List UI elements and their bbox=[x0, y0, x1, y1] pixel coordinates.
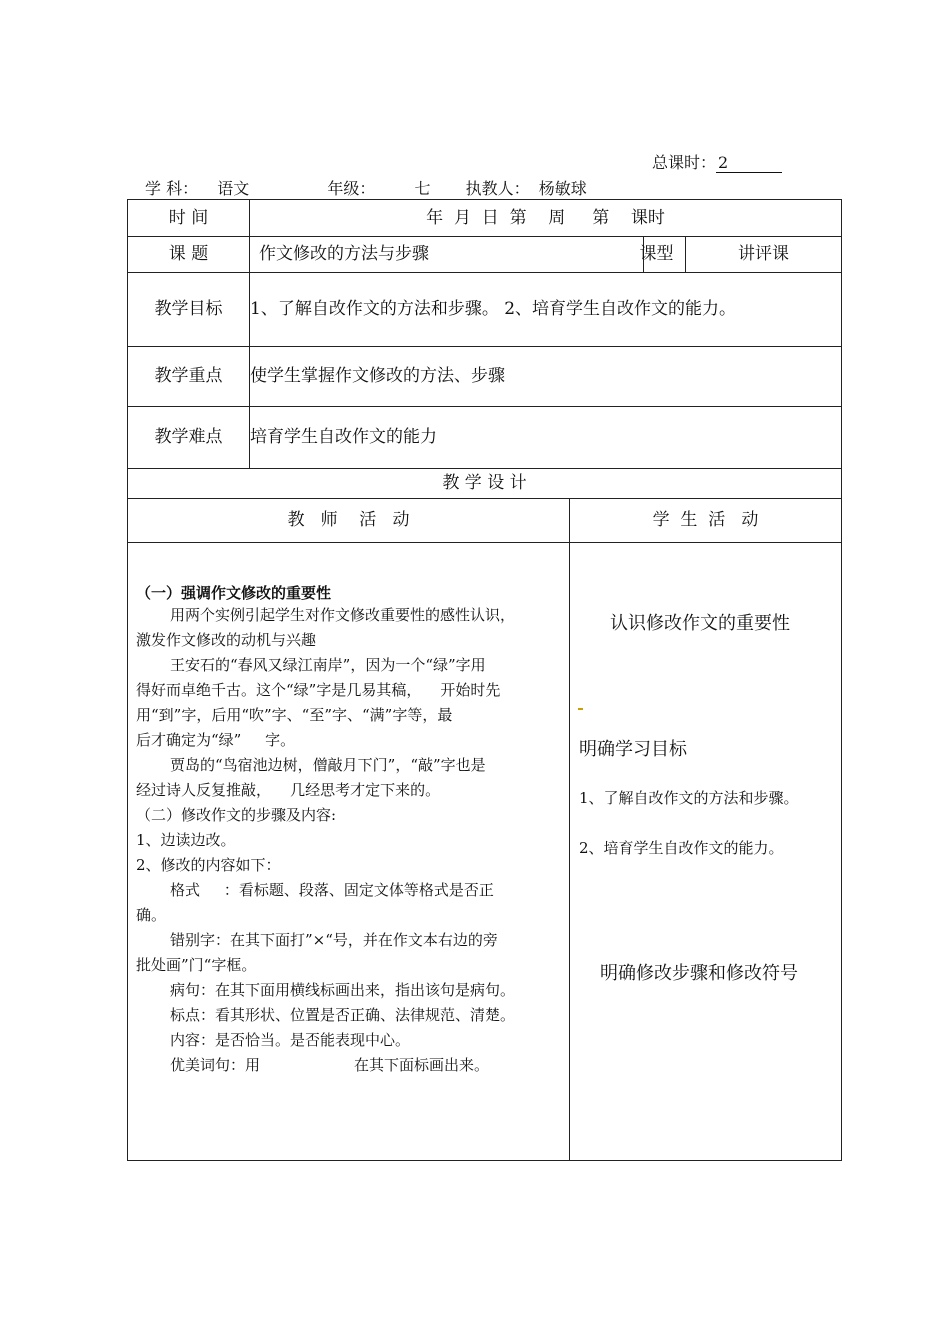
grade-value: 七 bbox=[380, 176, 460, 200]
difficulty-label: 教学难点 bbox=[128, 407, 250, 469]
header-info bbox=[145, 176, 633, 200]
student-item4: 2、培育学生自改作文的能力。 bbox=[579, 839, 784, 857]
total-hours-value: 2 bbox=[716, 153, 782, 173]
subject-label: 学 科： bbox=[145, 179, 199, 198]
p3-line2: 经过诗人反复推敲， 几经思考才定下来的。 bbox=[136, 781, 441, 799]
student-item1: 认识修改作文的重要性 bbox=[610, 613, 790, 634]
type-value: 讲评课 bbox=[686, 237, 842, 273]
student-item3: 1、了解自改作文的方法和步骤。 bbox=[579, 789, 799, 807]
p1-line1: 用两个实例引起学生对作文修改重要性的感性认识， bbox=[170, 606, 516, 624]
focus-value: 使学生掌握作文修改的方法、步骤 bbox=[250, 347, 842, 407]
difficulty-value: 培育学生自改作文的能力 bbox=[250, 407, 842, 469]
typo-line1: 错别字：在其下面打”×“号，并在作文本右边的旁 bbox=[170, 931, 498, 949]
section2-title: （二）修改作文的步骤及内容: bbox=[136, 806, 337, 824]
design-label: 教 学 设 计 bbox=[128, 469, 842, 499]
student-activity-content bbox=[570, 543, 842, 1161]
time-value: 年 月 日 第 周 第 课时 bbox=[250, 200, 842, 237]
teacher-activity-content bbox=[128, 543, 570, 1161]
p2-line3: 用“到”字，后用“吹”字、“至”字、“满”字等，最 bbox=[136, 706, 453, 724]
total-hours-label: 总课时： bbox=[652, 153, 717, 172]
punctuation: 标点：看其形状、位置是否正确、法律规范、清楚。 bbox=[170, 1006, 516, 1024]
student-item2: 明确学习目标 bbox=[579, 739, 687, 760]
time-label: 时 间 bbox=[128, 200, 250, 237]
section1-title: （一）强调作文修改的重要性 bbox=[136, 584, 332, 602]
focus-label: 教学重点 bbox=[128, 347, 250, 407]
total-hours bbox=[652, 150, 782, 173]
goal-value: 1、了解自改作文的方法和步骤。 2、培育学生自改作文的能力。 bbox=[250, 273, 842, 347]
p2-line4: 后才确定为“绿” 字。 bbox=[136, 731, 296, 749]
teacher-label: 执教人： bbox=[465, 179, 530, 198]
goal-label: 教学目标 bbox=[128, 273, 250, 347]
sick-sentence: 病句：在其下面用横线标画出来，指出该句是病句。 bbox=[170, 981, 516, 999]
lesson-plan-table bbox=[127, 199, 842, 1161]
edit-mark bbox=[578, 708, 583, 710]
grade-label: 年级： bbox=[327, 179, 376, 198]
nice-words-a: 优美词句：用 bbox=[170, 1056, 261, 1074]
nice-words bbox=[136, 1053, 489, 1078]
subject-value: 语文 bbox=[203, 176, 301, 200]
teacher-value: 杨敏球 bbox=[535, 176, 633, 200]
step2: 2、修改的内容如下： bbox=[136, 856, 281, 874]
format-line2: 确。 bbox=[136, 906, 167, 924]
typo-line2: 批处画”门“字框。 bbox=[136, 956, 257, 974]
p1-line2: 激发作文修改的动机与兴趣 bbox=[136, 631, 317, 649]
nice-words-b: 在其下面标画出来。 bbox=[354, 1056, 490, 1074]
content-check: 内容：是否恰当。是否能表现中心。 bbox=[170, 1031, 411, 1049]
topic-label: 课 题 bbox=[128, 237, 250, 273]
student-activity-label: 学 生 活 动 bbox=[570, 499, 842, 543]
student-item5: 明确修改步骤和修改符号 bbox=[600, 963, 798, 984]
format-line1: 格式 ：看标题、段落、固定文体等格式是否正 bbox=[170, 881, 494, 899]
type-label: 课型 bbox=[644, 237, 686, 273]
step1: 1、边读边改。 bbox=[136, 831, 236, 849]
teacher-activity-label: 教 师 活 动 bbox=[128, 499, 570, 543]
p2-line1: 王安石的“春风又绿江南岸”，因为一个“绿”字用 bbox=[170, 656, 486, 674]
p2-line2: 得好而卓绝千古。这个“绿”字是几易其稿， 开始时先 bbox=[136, 681, 501, 699]
topic-value: 作文修改的方法与步骤 bbox=[250, 237, 644, 273]
p3-line1: 贾岛的“鸟宿池边树，僧敲月下门”，“敲”字也是 bbox=[170, 756, 486, 774]
